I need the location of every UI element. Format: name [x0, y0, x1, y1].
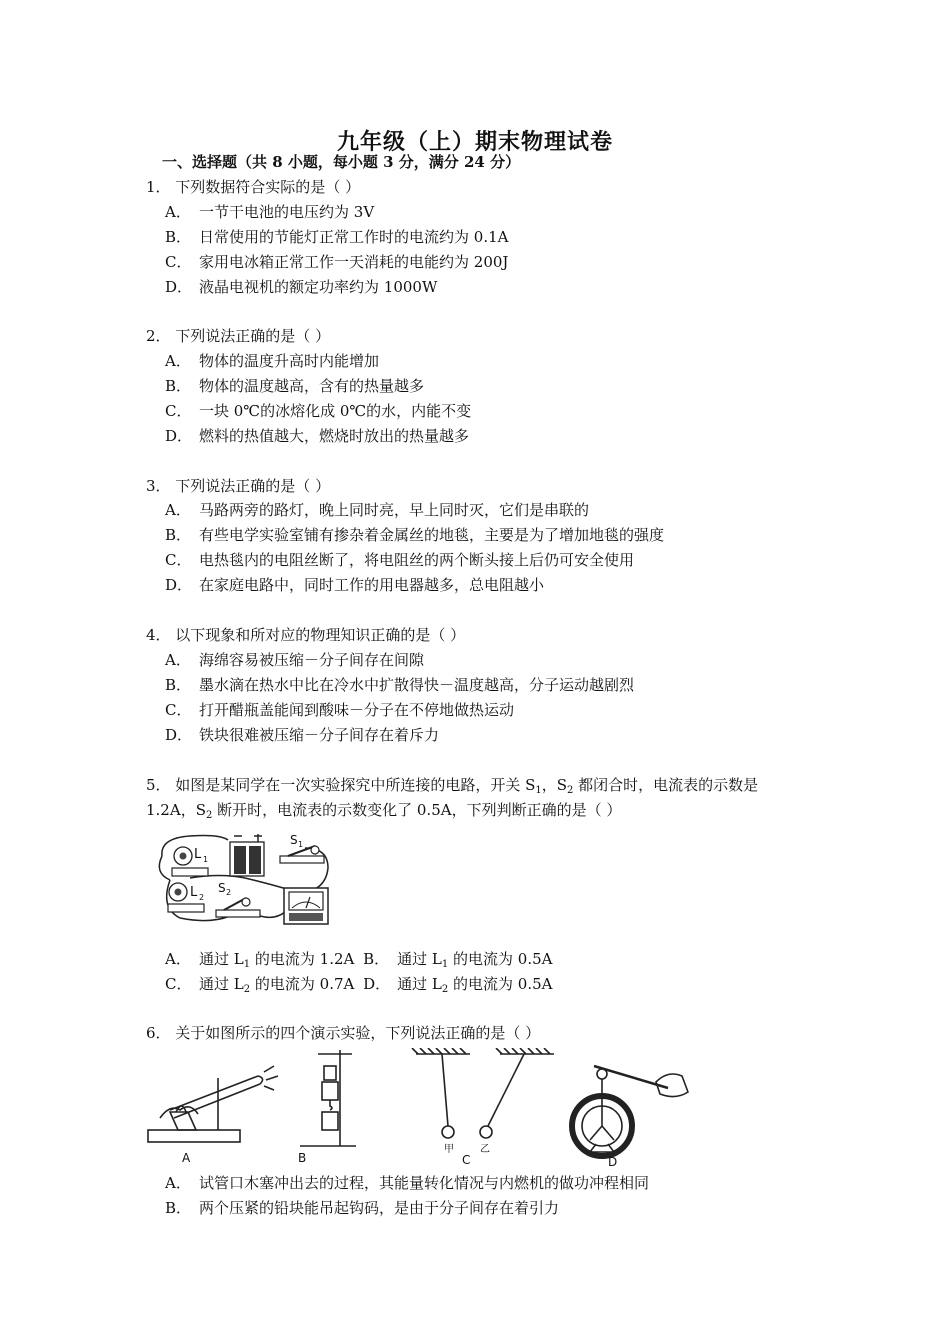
- label-subscript: 1: [203, 855, 209, 864]
- option-text: 燃料的热值越大，燃烧时放出的热量越多: [199, 427, 470, 445]
- option-letter: D．: [165, 576, 193, 594]
- option-text: 海绵容易被压缩－分子间存在间隙: [199, 651, 425, 669]
- option-text: 试管口木塞冲出去的过程，其能量转化情况与内燃机的做功冲程相同: [199, 1174, 650, 1192]
- option-text: 日常使用的节能灯正常工作时的电流约为 0.1A: [199, 228, 509, 246]
- option-letter: D．: [363, 975, 391, 993]
- option-text: 一节干电池的电压约为 3V: [199, 203, 375, 221]
- stem-text: ，S: [541, 776, 568, 794]
- option-text-part: 通过 L: [199, 950, 244, 968]
- option-letter: A．: [165, 501, 191, 519]
- option-letter: B．: [165, 1199, 192, 1217]
- experiment-figure: [140, 1048, 690, 1168]
- q2-option-d: [165, 426, 469, 446]
- label-jia: 甲: [444, 1144, 454, 1155]
- q2-option-b: [165, 376, 424, 396]
- option-letter: D．: [165, 427, 193, 445]
- option-text: [397, 950, 552, 968]
- q2-option-a: [165, 351, 379, 371]
- option-text-part: 通过 L: [397, 975, 442, 993]
- stem-text: 都闭合时，电流表的示数是: [573, 776, 759, 794]
- label-b: B: [298, 1151, 307, 1165]
- option-letter: B．: [165, 228, 192, 246]
- q4-stem: 4． 以下现象和所对应的物理知识正确的是（ ）: [146, 626, 466, 644]
- option-text: 液晶电视机的额定功率约为 1000W: [199, 278, 438, 296]
- q3-option-c: [165, 550, 634, 570]
- option-letter: C．: [165, 402, 192, 420]
- label-c: C: [462, 1153, 471, 1167]
- option-letter: C．: [165, 701, 192, 719]
- option-text-part: 的电流为 1.2A: [250, 950, 355, 968]
- q3-option-b: [165, 525, 664, 545]
- subscript: 1: [535, 785, 542, 796]
- circuit-figure: [150, 828, 340, 928]
- q4-option-d: [165, 725, 439, 745]
- option-letter: C．: [165, 551, 192, 569]
- label-l2: L: [190, 885, 198, 900]
- option-text: 电热毯内的电阻丝断了，将电阻丝的两个断头接上后仍可安全使用: [199, 551, 635, 569]
- subscript: 2: [567, 785, 574, 796]
- option-text-part: 的电流为 0.5A: [448, 950, 553, 968]
- label-d: D: [608, 1155, 618, 1168]
- option-letter: A．: [165, 1174, 191, 1192]
- option-text: 墨水滴在热水中比在冷水中扩散得快－温度越高，分子运动越剧烈: [199, 676, 635, 694]
- option-text: [199, 950, 354, 968]
- option-letter: B．: [165, 676, 192, 694]
- option-letter: A．: [165, 950, 191, 968]
- option-text: 家用电冰箱正常工作一天消耗的电能约为 200J: [199, 253, 509, 271]
- q4-option-b: [165, 675, 634, 695]
- stem-text: 断开时，电流表的示数变化了 0.5A，下列判断正确的是（ ）: [212, 801, 622, 819]
- option-text: [199, 975, 354, 993]
- label-subscript: 1: [298, 840, 304, 849]
- q6-option-b: [165, 1198, 559, 1218]
- option-text-part: 的电流为 0.7A: [250, 975, 355, 993]
- q5-options-row1: [165, 949, 552, 969]
- label-subscript: 2: [226, 888, 232, 897]
- option-letter: D．: [165, 278, 193, 296]
- option-text: 打开醋瓶盖能闻到酸味－分子在不停地做热运动: [199, 701, 515, 719]
- q1-option-c: [165, 252, 508, 272]
- option-letter: A．: [165, 651, 191, 669]
- q2-stem: 2． 下列说法正确的是（ ）: [146, 327, 331, 345]
- option-letter: B．: [165, 526, 192, 544]
- q3-option-d: [165, 575, 544, 595]
- option-text-part: 通过 L: [397, 950, 442, 968]
- q6-stem: 6． 关于如图所示的四个演示实验，下列说法正确的是（ ）: [146, 1024, 541, 1042]
- option-letter: C．: [165, 253, 192, 271]
- option-text: [397, 975, 552, 993]
- option-text: 物体的温度升高时内能增加: [199, 352, 380, 370]
- subscript: 1: [441, 959, 449, 970]
- option-letter: D．: [165, 726, 193, 744]
- q6-option-a: [165, 1173, 649, 1193]
- section-heading: 一、选择题（共 8 小题，每小题 3 分，满分 24 分）: [162, 153, 521, 171]
- subscript: 2: [243, 984, 251, 995]
- q3-stem: 3． 下列说法正确的是（ ）: [146, 477, 331, 495]
- option-text: 物体的温度越高，含有的热量越多: [199, 377, 425, 395]
- label-s1: S: [290, 833, 298, 847]
- subscript: 1: [243, 959, 251, 970]
- option-text-part: 的电流为 0.5A: [448, 975, 553, 993]
- label-subscript: 2: [199, 893, 205, 902]
- q1-option-d: [165, 277, 437, 297]
- q5-stem-line2: [146, 800, 621, 820]
- option-letter: B．: [165, 377, 192, 395]
- page-title: 九年级（上）期末物理试卷: [336, 129, 613, 155]
- q3-option-a: [165, 500, 589, 520]
- option-letter: A．: [165, 203, 191, 221]
- q5-stem-line1: [146, 775, 758, 795]
- option-text: 两个压紧的铅块能吊起钩码，是由于分子间存在着引力: [199, 1199, 560, 1217]
- q4-option-c: [165, 700, 514, 720]
- stem-text: 1.2A，S: [146, 801, 206, 819]
- option-letter: B．: [363, 950, 390, 968]
- option-text: 一块 0℃的冰熔化成 0℃的水，内能不变: [199, 402, 472, 420]
- q1-option-a: [165, 202, 374, 222]
- option-text: 马路两旁的路灯，晚上同时亮，早上同时灭，它们是串联的: [199, 501, 590, 519]
- option-text: 在家庭电路中，同时工作的用电器越多，总电阻越小: [199, 576, 545, 594]
- label-s2: S: [218, 881, 226, 895]
- option-text-part: 通过 L: [199, 975, 244, 993]
- label-yi: 乙: [480, 1144, 490, 1155]
- q5-options-row2: [165, 974, 552, 994]
- option-letter: C．: [165, 975, 192, 993]
- subscript: 2: [441, 984, 449, 995]
- q4-option-a: [165, 650, 424, 670]
- subscript: 2: [205, 810, 213, 821]
- label-l1: L: [194, 847, 202, 862]
- option-letter: A．: [165, 352, 191, 370]
- stem-text: 5． 如图是某同学在一次实验探究中所连接的电路，开关 S: [146, 776, 536, 794]
- q1-option-b: [165, 227, 508, 247]
- label-a: A: [182, 1151, 191, 1165]
- q1-stem: 1． 下列数据符合实际的是（ ）: [146, 178, 361, 196]
- q2-option-c: [165, 401, 471, 421]
- option-text: 有些电学实验室铺有掺杂着金属丝的地毯，主要是为了增加地毯的强度: [199, 526, 665, 544]
- option-text: 铁块很难被压缩－分子间存在着斥力: [199, 726, 440, 744]
